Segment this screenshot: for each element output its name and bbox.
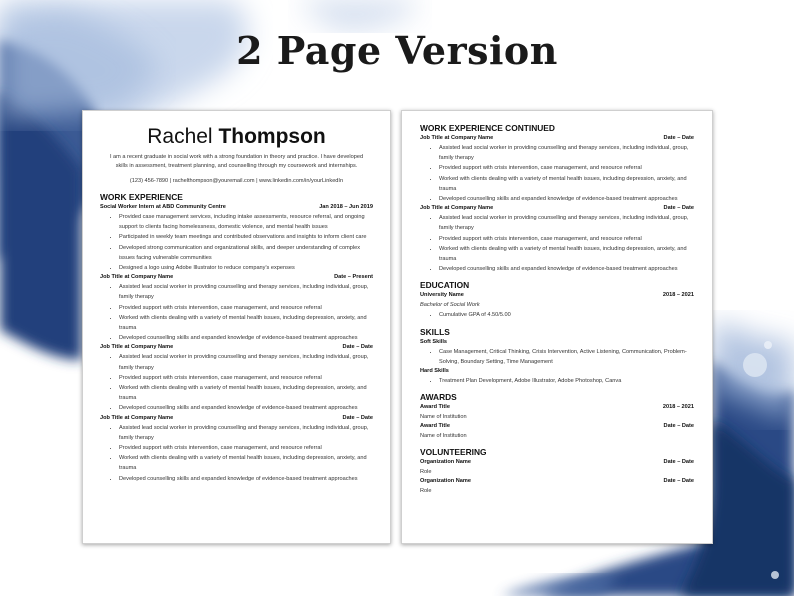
- job-bullets: [100, 423, 373, 484]
- bullet: • Developed counselling skills and expanded knowledge of evidence-based treatment approaches: [119, 333, 373, 343]
- section-heading-awards: AWARDS: [420, 392, 457, 403]
- resume-page-1: [82, 110, 391, 544]
- job-title: Job Title at Company Name: [100, 344, 174, 351]
- hard-skills-label: [420, 367, 694, 376]
- job-title: Job Title at Company Name: [420, 205, 494, 212]
- award-date: Date – Date: [663, 423, 694, 430]
- bullet: • Developed counselling skills and expanded knowledge of evidence-based treatment approaches: [119, 403, 373, 413]
- bullet: • Provided case management services, including intake assessments, resource referral, and ongoing support to clients facing homelessness, domestic violence, and mental health issues: [119, 212, 373, 232]
- job-entry: [420, 134, 694, 204]
- award-entry: [420, 422, 694, 441]
- education-bullets: [420, 310, 694, 320]
- job-header: [100, 273, 373, 282]
- section-heading-work-continued: WORK EXPERIENCE CONTINUED: [420, 123, 555, 133]
- job-title: Job Title at Company Name: [100, 274, 174, 281]
- bullet: • Assisted lead social worker in providing counselling and therapy services, including individual, group, family therapy: [119, 282, 373, 302]
- hard-skills-list: [420, 376, 694, 386]
- job-header: [100, 343, 373, 352]
- bullet: • Assisted lead social worker in providing counselling and therapy services, including individual, group, family therapy: [119, 352, 373, 372]
- contact-line: (123) 456-7890 | rachelthompson@youremail.com | www.linkedin.com/in/yourLinkedIn: [129, 178, 344, 184]
- job-entry: [420, 204, 694, 274]
- job-bullets: [420, 143, 694, 204]
- award-header: [420, 422, 694, 431]
- job-date: Date – Date: [663, 205, 694, 212]
- job-date: Date – Date: [342, 344, 373, 351]
- job-bullets: [420, 213, 694, 274]
- hard-skills-title: Hard Skills: [420, 368, 449, 375]
- bullet: • Provided support with crisis intervention, case management, and resource referral: [439, 163, 694, 173]
- volunteer-date: Date – Date: [663, 478, 694, 485]
- education-date: 2018 – 2021: [662, 292, 694, 299]
- volunteer-header: [420, 477, 694, 486]
- soft-skills-label: [420, 338, 694, 347]
- resume-page-2: [401, 110, 713, 544]
- job-title: Job Title at Company Name: [420, 135, 494, 141]
- bullet: • Worked with clients dealing with a variety of mental health issues, including depression, anxiety, and trauma: [439, 244, 694, 264]
- job-title: Social Worker Intern at ABD Community Centre: [100, 204, 226, 210]
- job-bullets: [100, 352, 373, 413]
- soft-skills-list: [420, 347, 694, 367]
- job-date: Date – Present: [334, 274, 373, 281]
- job-header: [100, 203, 373, 212]
- bullet: • Assisted lead social worker in providing counselling and therapy services, including individual, group, family therapy: [439, 143, 694, 163]
- bullet: • Designed a logo using Adobe Illustrator to reduce company's expenses: [119, 263, 373, 273]
- bullet: • Provided support with crisis intervention, case management, and resource referral: [119, 443, 373, 453]
- volunteer-date: Date – Date: [663, 459, 694, 466]
- award-institution: Name of Institution: [420, 414, 467, 421]
- summary: I am a recent graduate in social work with a strong foundation in theory and practice. I have developed skills in assessment, treatment planning, and counselling through my coursework and internships.: [109, 154, 364, 169]
- volunteer-entry: [420, 458, 694, 477]
- award-title: Award Title: [420, 404, 450, 411]
- section-heading-volunteering: VOLUNTEERING: [420, 447, 487, 458]
- bullet: • Provided support with crisis intervention, case management, and resource referral: [439, 234, 694, 244]
- bullet: • Assisted lead social worker in providing counselling and therapy services, including individual, group, family therapy: [119, 423, 373, 443]
- job-entry: [100, 203, 373, 273]
- job-entry: [100, 343, 373, 413]
- award-title: Award Title: [420, 423, 450, 430]
- bullet: • Developed counselling skills and expanded knowledge of evidence-based treatment approaches: [439, 194, 694, 204]
- education-header: [420, 291, 694, 300]
- headline: 2 Page Version: [236, 28, 558, 73]
- bullet: • Developed strong communication and organizational skills, and deeper understanding of complex issues facing vulnerable communities: [119, 243, 373, 263]
- job-bullets: [100, 212, 373, 273]
- section-heading-work: WORK EXPERIENCE: [100, 192, 183, 202]
- last-name: Thompson: [218, 125, 326, 148]
- organization-name: Organization Name: [420, 478, 471, 485]
- bullet: • Worked with clients dealing with a variety of mental health issues, including depression, anxiety, and trauma: [439, 174, 694, 194]
- bullet: • Worked with clients dealing with a variety of mental health issues, including depression, anxiety, and trauma: [119, 313, 373, 333]
- job-entry: [100, 414, 373, 484]
- job-title: Job Title at Company Name: [100, 414, 174, 421]
- bullet: • Developed counselling skills and expanded knowledge of evidence-based treatment approaches: [439, 264, 694, 274]
- volunteer-header: [420, 458, 694, 467]
- volunteer-entry: [420, 477, 694, 496]
- job-date: Jan 2018 – Jun 2019: [319, 204, 373, 210]
- volunteer-role: Role: [420, 469, 432, 476]
- bullet: • Assisted lead social worker in providing counselling and therapy services, including individual, group, family therapy: [439, 213, 694, 233]
- gpa: • Cumulative GPA of 4.50/5.00: [439, 310, 694, 320]
- job-header: [100, 414, 373, 423]
- organization-name: Organization Name: [420, 459, 471, 466]
- job-date: Date – Date: [663, 135, 694, 141]
- award-institution: Name of Institution: [420, 433, 467, 440]
- award-header: [420, 403, 694, 412]
- award-date: 2018 – 2021: [662, 404, 694, 411]
- soft-skills: • Case Management, Critical Thinking, Crisis Intervention, Active Listening, Communication, Problem-Solving, Boundary Setting, Time Management: [439, 347, 694, 367]
- hard-skills: • Treatment Plan Development, Adobe Illustrator, Adobe Photoshop, Canva: [439, 376, 694, 386]
- candidate-name: [100, 125, 373, 149]
- bullet: • Worked with clients dealing with a variety of mental health issues, including depression, anxiety, and trauma: [119, 383, 373, 403]
- bullet: • Provided support with crisis intervention, case management, and resource referral: [119, 303, 373, 313]
- award-entry: [420, 403, 694, 422]
- job-bullets: [100, 282, 373, 343]
- volunteer-role: Role: [420, 488, 432, 495]
- bullet: • Developed counselling skills and expanded knowledge of evidence-based treatment approaches: [119, 474, 373, 484]
- section-heading-education: EDUCATION: [420, 280, 470, 291]
- bullet: • Participated in weekly team meetings and contributed observations and insights to inform client care: [119, 232, 373, 242]
- job-date: Date – Date: [342, 414, 373, 421]
- bullet: • Worked with clients dealing with a variety of mental health issues, including depression, anxiety, and trauma: [119, 453, 373, 473]
- job-header: [420, 134, 694, 143]
- section-heading-skills: SKILLS: [420, 326, 450, 337]
- job-header: [420, 204, 694, 213]
- soft-skills-title: Soft Skills: [420, 338, 448, 345]
- degree: Bachelor of Social Work: [420, 302, 480, 309]
- bullet: • Provided support with crisis intervention, case management, and resource referral: [119, 373, 373, 383]
- first-name: Rachel: [147, 125, 213, 148]
- job-entry: [100, 273, 373, 343]
- school-name: University Name: [420, 292, 464, 299]
